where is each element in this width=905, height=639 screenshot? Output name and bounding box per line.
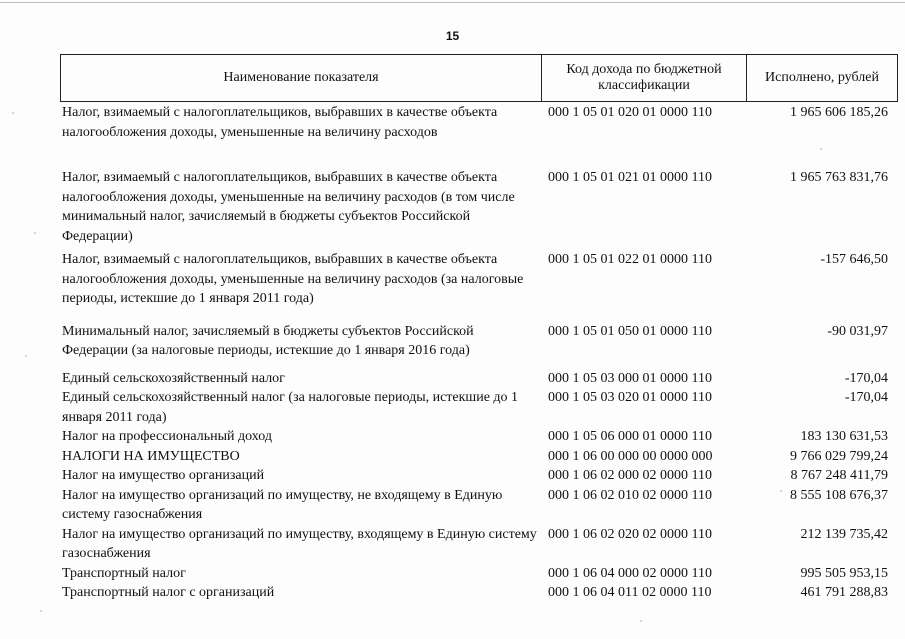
row-value: 183 130 631,53 [800,429,888,444]
row-code: 000 1 05 01 020 01 0000 110 [548,105,712,120]
scan-noise [34,232,36,234]
row-value: -157 646,50 [820,252,888,267]
row-value: 8 767 248 411,79 [790,468,888,483]
row-code: 000 1 05 01 050 01 0000 110 [548,323,712,339]
row-code: 000 1 05 03 020 01 0000 110 [548,390,712,405]
row-code: 000 1 06 02 010 02 0000 110 [548,487,712,503]
table-row [62,525,898,564]
row-code: 000 1 06 00 000 00 0000 000 [548,448,713,464]
table-row [62,322,898,361]
row-name: НАЛОГИ НА ИМУЩЕСТВО [62,448,240,464]
scan-noise [12,112,14,114]
scan-noise [40,610,42,612]
row-value: 461 791 288,83 [800,585,888,600]
row-value: 995 505 953,15 [800,565,888,581]
row-name: Налог на имущество организаций по имуществу, входящему в Единую систему газоснабжения [62,526,537,561]
row-value: -170,04 [844,370,888,386]
row-name: Налог на имущество организаций [62,468,265,483]
row-name: Налог, взимаемый с налогоплательщиков, выбравших в качестве объекта налогообложения доходы, уменьшенные на величину расходов [62,105,498,140]
row-value: 9 766 029 799,24 [790,448,888,464]
row-name: Налог, взимаемый с налогоплательщиков, выбравших в качестве объекта налогообложения доходы, уменьшенные на величину расходов (в том числе минимальный налог, зачисляемый в бюджеты субъектов Российской Федерации) [62,170,515,244]
row-name: Единый сельскохозяйственный налог [62,370,285,386]
row-value: -170,04 [844,390,888,405]
row-code: 000 1 05 03 000 01 0000 110 [548,370,712,386]
table-row [62,564,898,584]
row-code: 000 1 06 02 000 02 0000 110 [548,468,712,483]
row-value: 1 965 763 831,76 [790,170,888,185]
row-code: 000 1 05 06 000 01 0000 110 [548,429,712,444]
page-number: 15 [445,29,460,43]
row-code: 000 1 05 01 022 01 0000 110 [548,252,712,267]
row-name: Минимальный налог, зачисляемый в бюджеты субъектов Российской Федерации (за налоговые периоды, истекшие до 1 января 2016 года) [62,323,474,358]
row-name: Транспортный налог с организаций [62,585,275,600]
table-header [60,54,898,102]
table-row [62,250,898,309]
row-name: Транспортный налог [62,565,186,581]
table-row [62,447,898,467]
scan-noise [820,148,822,150]
table-row [62,427,898,447]
table-row [62,168,898,246]
scan-noise [25,355,27,357]
row-name: Налог на профессиональный доход [62,429,272,444]
header-code: Код дохода по бюджетной классификации [541,55,746,101]
row-name: Налог на имущество организаций по имуществу, не входящему в Единую систему газоснабжения [62,487,503,522]
header-name: Наименование показателя [223,70,379,85]
table-row [62,103,898,142]
table-row [62,486,898,525]
table-row [62,369,898,389]
row-value: 1 965 606 185,26 [790,105,888,120]
row-value: 8 555 108 676,37 [790,487,888,503]
table-row [62,583,898,603]
row-code: 000 1 06 04 000 02 0000 110 [548,565,712,581]
table-row [62,388,898,427]
row-name: Налог, взимаемый с налогоплательщиков, выбравших в качестве объекта налогообложения доходы, уменьшенные на величину расходов (за налоговые периоды, истекшие до 1 января 2011 года) [62,252,524,306]
table-row [62,466,898,486]
row-code: 000 1 05 01 021 01 0000 110 [548,170,712,185]
scan-noise [640,620,642,622]
scan-noise [780,490,782,492]
scan-top-edge [0,2,905,3]
row-name: Единый сельскохозяйственный налог (за налоговые периоды, истекшие до 1 января 2011 года) [62,390,519,425]
row-code: 000 1 06 04 011 02 0000 110 [548,585,712,600]
row-code: 000 1 06 02 020 02 0000 110 [548,526,712,542]
row-value: -90 031,97 [827,323,888,339]
table-body [62,103,898,603]
header-value: Исполнено, рублей [746,55,897,101]
row-value: 212 139 735,42 [800,526,888,542]
